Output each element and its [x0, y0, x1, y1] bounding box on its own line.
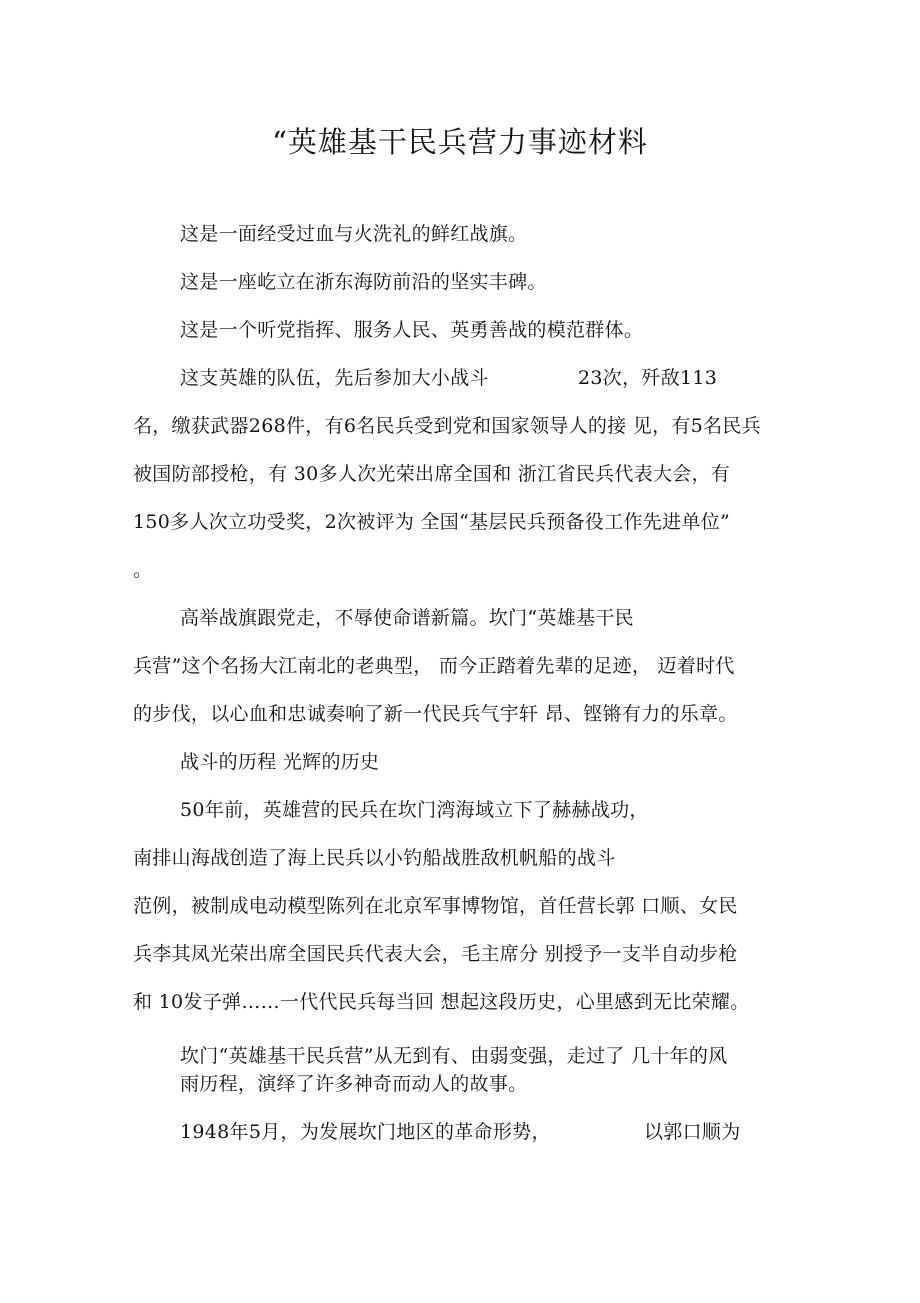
paragraph-line: 兵营”这个名扬大江南北的老典型， 而今正踏着先辈的足迹， 迈着时代 — [133, 655, 735, 677]
section-heading: 战斗的历程 光辉的历史 — [180, 751, 380, 773]
paragraph-line: 这支英雄的队伍，先后参加大小战斗 — [180, 367, 489, 389]
paragraph-line: 坎门“英雄基干民兵营”从无到有、由弱变强，走过了 几十年的风 — [180, 1045, 728, 1067]
paragraph-line: 名，缴获武器268件，有6名民兵受到党和国家领导人的接 见，有5名民兵 — [133, 415, 761, 437]
paragraph-line: 范例，被制成电动模型陈列在北京军事博物馆，首任营长郭 口顺、女民 — [133, 895, 738, 917]
paragraph-line: 这是一个听党指挥、服务人民、英勇善战的模范群体。 — [180, 319, 644, 341]
paragraph-line: 和 10发子弹……一代代民兵每当回 想起这段历史，心里感到无比荣耀。 — [133, 991, 750, 1013]
paragraph-line: 被国防部授枪，有 30多人次光荣出席全国和 浙江省民兵代表大会，有 — [133, 463, 731, 485]
paragraph-line: 50年前，英雄营的民兵在坎门湾海域立下了赫赫战功， — [180, 799, 649, 821]
paragraph-line: 雨历程，演绎了许多神奇而动人的故事。 — [180, 1073, 528, 1095]
paragraph-line: 。 — [133, 559, 153, 581]
paragraph-line: 高举战旗跟党走，不辱使命谱新篇。坎门“英雄基干民 — [180, 607, 634, 629]
document-title: “英雄基干民兵营力事迹材料 — [272, 125, 648, 159]
paragraph-line: 这是一面经受过血与火洗礼的鲜红战旗。 — [180, 223, 528, 245]
paragraph-line: 以郭口顺为 — [644, 1121, 741, 1143]
paragraph-line: 1948年5月，为发展坎门地区的革命形势， — [180, 1121, 551, 1143]
paragraph-line: 南排山海战创造了海上民兵以小钓船战胜敌机帆船的战斗 — [133, 847, 616, 869]
paragraph-line: 150多人次立功受奖，2次被评为 全国“基层民兵预备役工作先进单位” — [133, 511, 731, 533]
paragraph-line: 兵李其凤光荣出席全国民兵代表大会，毛主席分 别授予一支半自动步枪 — [133, 943, 738, 965]
paragraph-line: 这是一座屹立在浙东海防前沿的坚实丰碑。 — [180, 271, 547, 293]
paragraph-line: 23次，歼敌113 — [578, 367, 718, 389]
paragraph-line: 的步伐，以心血和忠诚奏响了新一代民兵气宇轩 昂、铿锵有力的乐章。 — [133, 703, 738, 725]
